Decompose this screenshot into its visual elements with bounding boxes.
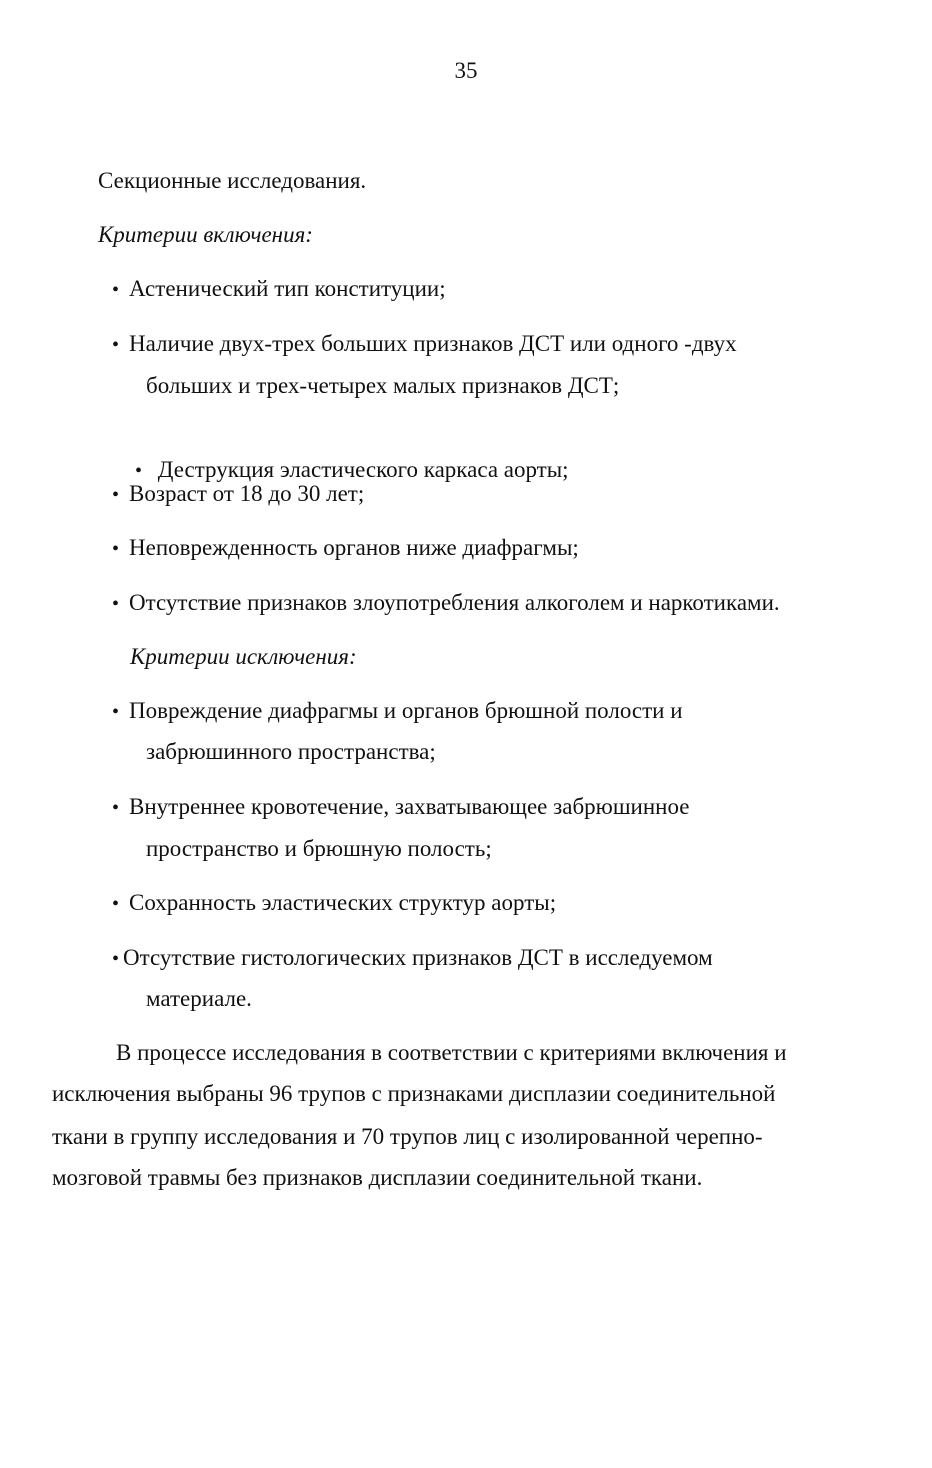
list-item-text: Внутреннее кровотечение, захватывающее забрюшинное bbox=[129, 794, 690, 819]
bullet-icon: • bbox=[112, 484, 120, 506]
list-item bbox=[112, 943, 713, 974]
list-item bbox=[112, 329, 737, 360]
list-item-text: Отсутствие гистологических признаков ДСТ в исследуемом bbox=[123, 945, 713, 970]
list-item bbox=[112, 479, 364, 510]
page-number: 35 bbox=[454, 58, 478, 83]
exclusion-criteria-title: Критерии исключения: bbox=[130, 644, 357, 669]
list-item-continuation: забрюшинного пространства; bbox=[146, 739, 436, 764]
list-item-text: Астенический тип конституции; bbox=[129, 276, 446, 301]
inclusion-criteria-title: Критерии включения: bbox=[98, 222, 313, 247]
paragraph-line: В процессе исследования в соответствии с критериями включения и bbox=[116, 1040, 787, 1065]
paragraph-line: мозговой травмы без признаков дисплазии соединительной ткани. bbox=[52, 1165, 703, 1190]
list-item-continuation: материале. bbox=[146, 986, 252, 1011]
bullet-icon: • bbox=[112, 334, 120, 356]
list-item-text: Неповрежденность органов ниже диафрагмы; bbox=[129, 535, 579, 560]
bullet-icon: • bbox=[112, 279, 120, 301]
list-item-text: Возраст от 18 до 30 лет; bbox=[129, 481, 365, 506]
bullet-icon: • bbox=[112, 893, 120, 915]
list-item-text: Сохранность эластических структур аорты; bbox=[129, 890, 557, 915]
bullet-icon: • bbox=[112, 948, 120, 970]
list-item bbox=[112, 888, 556, 919]
list-item bbox=[112, 792, 689, 823]
list-item-continuation: пространство и брюшную полость; bbox=[146, 836, 492, 861]
bullet-icon: • bbox=[135, 460, 143, 482]
list-item bbox=[112, 696, 683, 727]
bullet-icon: • bbox=[112, 701, 120, 723]
bullet-icon: • bbox=[112, 593, 120, 615]
paragraph-line: ткани в группу исследования и 70 трупов лиц с изолированной черепно- bbox=[52, 1124, 763, 1149]
section-heading: Секционные исследования. bbox=[98, 168, 367, 193]
paragraph-line: исключения выбраны 96 трупов с признаками дисплазии соединительной bbox=[52, 1081, 776, 1106]
bullet-icon: • bbox=[112, 797, 120, 819]
bullet-icon: • bbox=[112, 538, 120, 560]
list-item-continuation: больших и трех-четырех малых признаков ДСТ; bbox=[146, 373, 620, 398]
list-item-text: Отсутствие признаков злоупотребления алкоголем и наркотиками. bbox=[129, 590, 780, 615]
list-item-text: Повреждение диафрагмы и органов брюшной полости и bbox=[129, 698, 683, 723]
list-item bbox=[112, 588, 780, 619]
list-item-text: Деструкция эластического каркаса аорты; bbox=[152, 457, 569, 482]
list-item bbox=[112, 533, 579, 564]
list-item-text: Наличие двух-трех больших признаков ДСТ или одного -двух bbox=[129, 331, 737, 356]
list-item bbox=[112, 274, 446, 305]
